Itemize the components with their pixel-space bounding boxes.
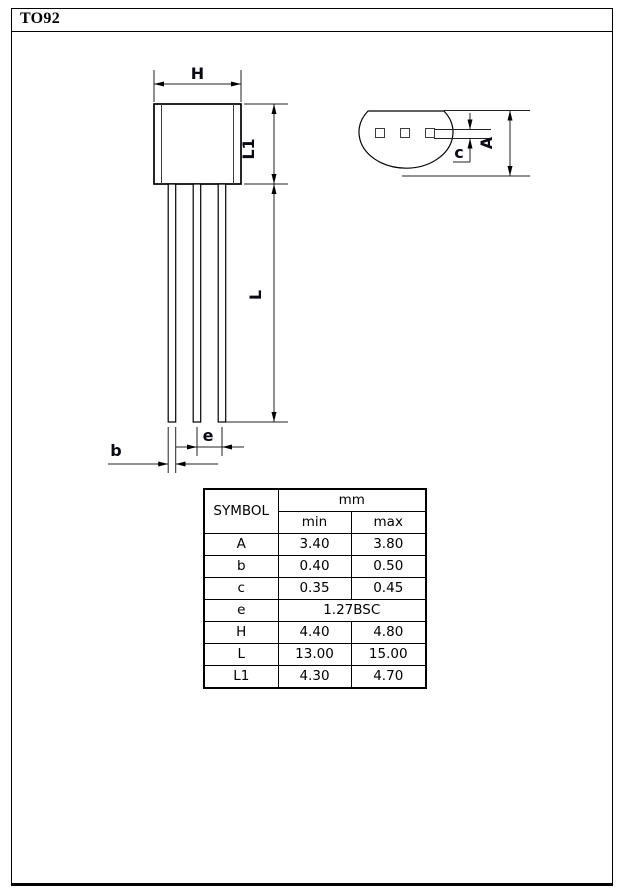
cell-max: 4.80 [351,622,426,644]
table-row [204,556,426,578]
dim-label-b: b [110,441,122,460]
cell-symbol: e [204,600,278,622]
top-view [359,111,530,177]
page-title: TO92 [20,10,61,27]
table-row [204,600,426,622]
table-row [204,622,426,644]
dim-l [226,184,288,422]
cell-min: 13.00 [278,644,351,666]
cell-max: 4.70 [351,666,426,689]
cell-max: 3.80 [351,534,426,556]
header-max: max [351,512,426,534]
cell-symbol: L [204,644,278,666]
cell-symbol: c [204,578,278,600]
header-unit: mm [278,489,426,512]
cell-max: 0.50 [351,556,426,578]
header-symbol: SYMBOL [204,489,278,534]
package-leads [168,184,226,422]
cell-symbol: L1 [204,666,278,689]
dimensions-table [203,488,427,689]
dim-b [108,427,218,473]
package-body [154,104,241,184]
cell-max: 15.00 [351,644,426,666]
cell-min: 4.30 [278,666,351,689]
dim-l1 [239,104,288,184]
table-row [204,644,426,666]
dim-h [154,64,241,102]
dim-e [176,426,244,456]
dim-label-h: H [190,64,205,83]
cell-min: 0.40 [278,556,351,578]
top-view-body [359,111,453,168]
dim-label-l1: L1 [239,138,258,160]
front-view [108,64,288,473]
cell-min: 4.40 [278,622,351,644]
dim-label-a: A [477,136,496,150]
cell-symbol: b [204,556,278,578]
table-header-row [204,489,426,512]
cell-min: 0.35 [278,578,351,600]
cell-symbol: H [204,622,278,644]
cell-value-merged: 1.27BSC [278,600,426,622]
table-row [204,666,426,689]
dim-label-l: L [246,289,265,301]
cell-symbol: A [204,534,278,556]
cell-min: 3.40 [278,534,351,556]
dim-label-c: c [454,143,464,162]
table-row [204,534,426,556]
table-row [204,578,426,600]
header-min: min [278,512,351,534]
cell-max: 0.45 [351,578,426,600]
dim-label-e: e [202,426,214,445]
